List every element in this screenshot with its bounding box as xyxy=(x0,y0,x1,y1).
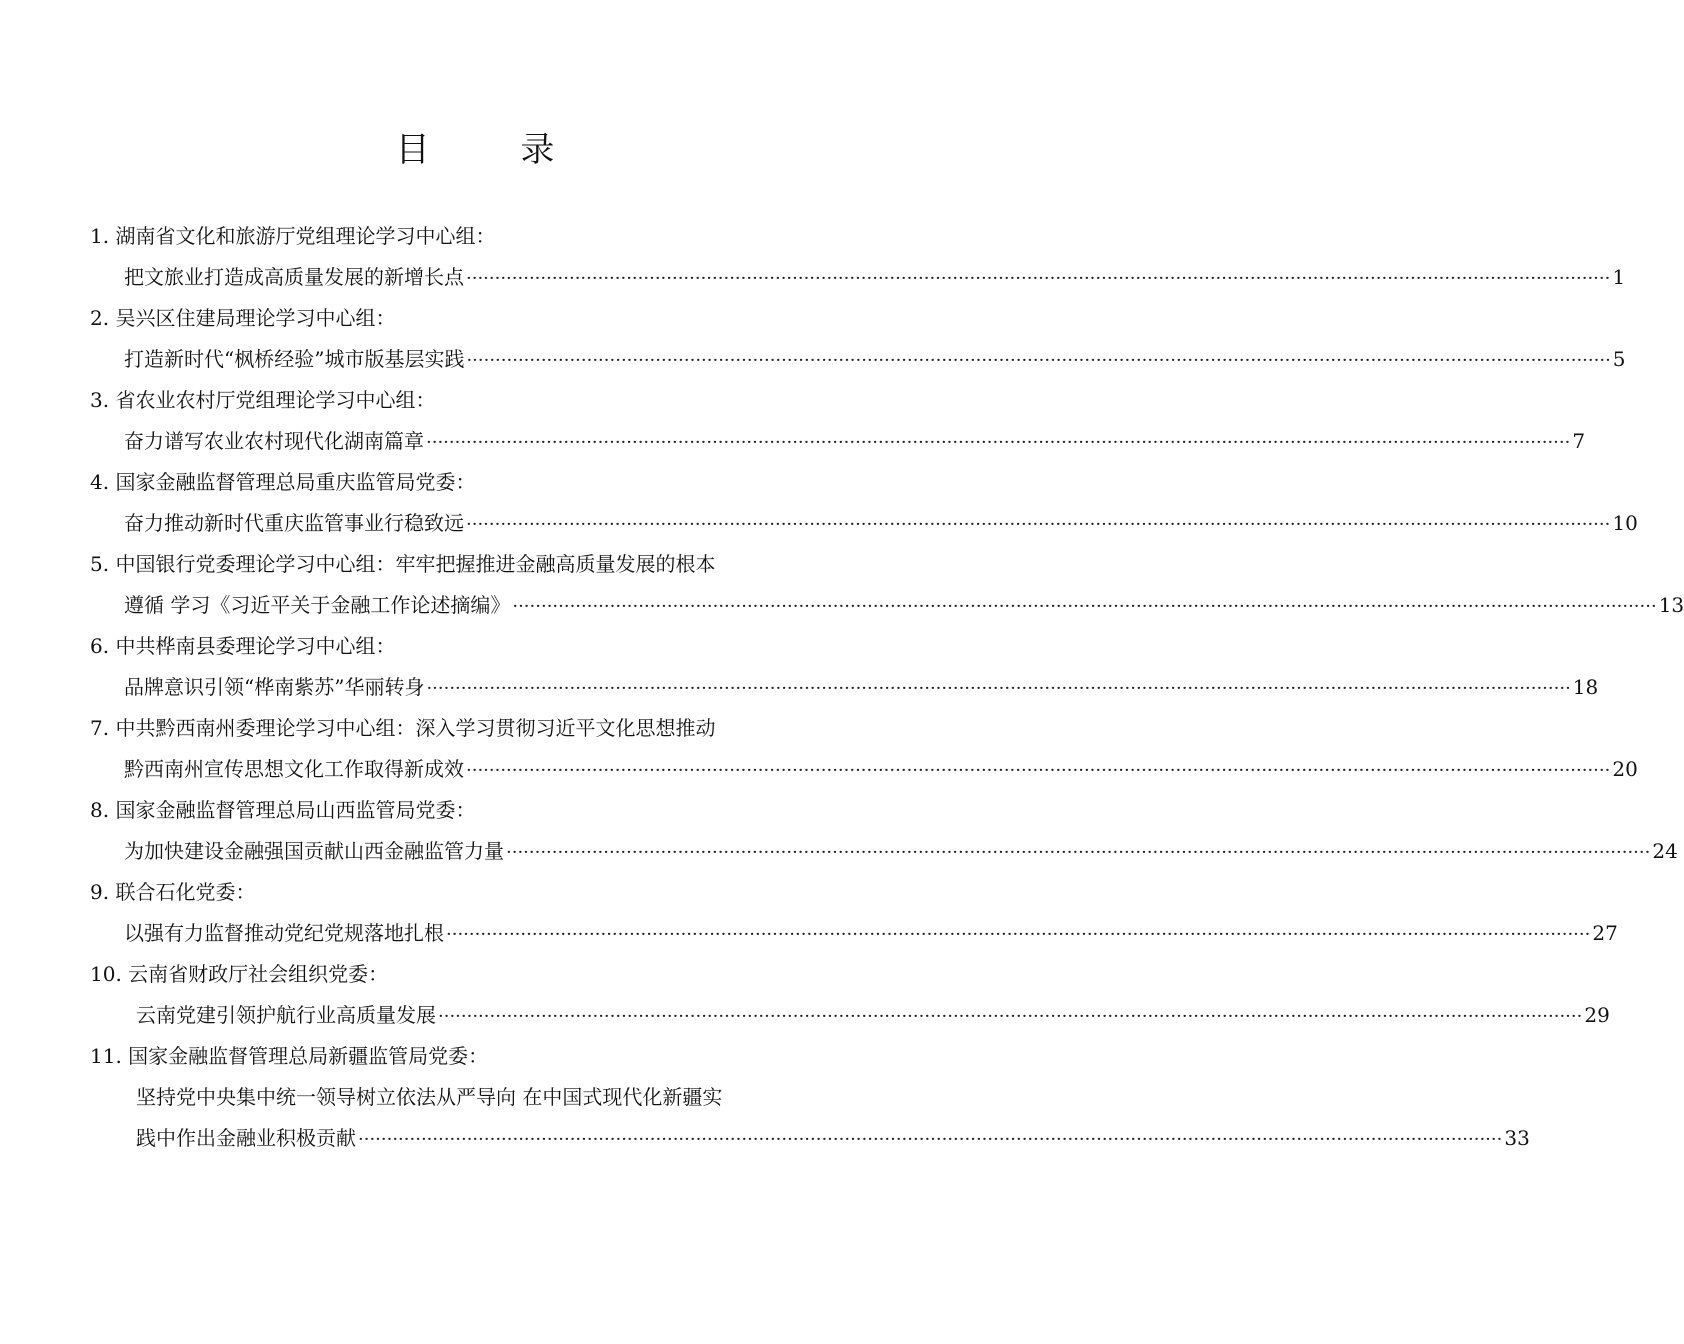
dot-leader: ········································································································································································································ xyxy=(466,760,1611,781)
dot-leader: ········································································································································································································ xyxy=(466,514,1611,535)
toc-entry-title: 把文旅业打造成高质量发展的新增长点 xyxy=(124,265,464,289)
toc-entry-title: 奋力谱写农业农村现代化湖南篇章 xyxy=(124,429,424,453)
toc-entry-page: 10 xyxy=(1612,511,1638,535)
toc-entry-11-title-line-2[interactable] xyxy=(136,1118,1530,1158)
toc-entry-heading: 省农业农村厅党组理论学习中心组： xyxy=(115,388,436,412)
toc-entry-number: 7. xyxy=(90,716,110,740)
dot-leader: ········································································································································································································ xyxy=(438,1006,1583,1027)
toc-entry-title: 遵循 学习《习近平关于金融工作论述摘编》 xyxy=(124,593,511,617)
toc-entry-page: 13 xyxy=(1658,593,1684,617)
toc-entry-11-heading-line[interactable] xyxy=(90,1036,488,1076)
toc-entry-6-heading-line[interactable] xyxy=(90,626,395,666)
toc-entry-heading: 国家金融监督管理总局山西监管局党委： xyxy=(115,798,476,822)
toc-entry-2-title-line[interactable] xyxy=(124,339,1626,379)
toc-entry-2-heading-line[interactable] xyxy=(90,298,395,338)
toc-entry-number: 9. xyxy=(90,880,110,904)
toc-entry-page: 27 xyxy=(1592,921,1618,945)
toc-entry-heading: 国家金融监督管理总局重庆监管局党委： xyxy=(115,470,476,494)
toc-entry-8-heading-line[interactable] xyxy=(90,790,475,830)
toc-entry-page: 20 xyxy=(1612,757,1638,781)
toc-entry-title: 以强有力监督推动党纪党规落地扎根 xyxy=(124,921,444,945)
dot-leader: ········································································································································································································ xyxy=(512,596,1657,617)
toc-entry-heading: 联合石化党委： xyxy=(115,880,256,904)
toc-entry-page: 29 xyxy=(1584,1003,1610,1027)
toc-entry-10-title-line[interactable] xyxy=(136,995,1610,1035)
toc-entry-title: 品牌意识引领“桦南紫苏”华丽转身 xyxy=(124,675,425,699)
dot-leader: ········································································································································································································ xyxy=(426,678,1571,699)
dot-leader: ········································································································································································································ xyxy=(466,350,1611,371)
toc-entry-1-heading-line[interactable] xyxy=(90,216,495,256)
dot-leader: ········································································································································································································ xyxy=(506,842,1651,863)
toc-entry-7-title-line[interactable] xyxy=(124,749,1638,789)
toc-entry-heading: 吴兴区住建局理论学习中心组： xyxy=(115,306,396,330)
toc-entry-page: 24 xyxy=(1652,839,1678,863)
toc-entry-heading: 中国银行党委理论学习中心组：牢牢把握推进金融高质量发展的根本 xyxy=(115,552,716,576)
toc-entry-title: 践中作出金融业积极贡献 xyxy=(136,1126,356,1150)
toc-entry-number: 10. xyxy=(90,962,122,986)
toc-entry-heading: 湖南省文化和旅游厅党组理论学习中心组： xyxy=(115,224,496,248)
toc-entry-number: 4. xyxy=(90,470,110,494)
toc-entry-page: 5 xyxy=(1612,347,1626,371)
toc-entry-6-title-line[interactable] xyxy=(124,667,1599,707)
toc-entry-8-title-line[interactable] xyxy=(124,831,1678,871)
toc-entry-number: 5. xyxy=(90,552,110,576)
toc-entry-3-title-line[interactable] xyxy=(124,421,1586,461)
toc-entry-title: 为加快建设金融强国贡献山西金融监管力量 xyxy=(124,839,504,863)
dot-leader: ········································································································································································································ xyxy=(358,1129,1503,1150)
toc-entry-7-heading-line[interactable] xyxy=(90,708,715,748)
toc-entry-3-heading-line[interactable] xyxy=(90,380,435,420)
toc-entry-5-heading-line[interactable] xyxy=(90,544,715,584)
toc-entry-number: 2. xyxy=(90,306,110,330)
toc-entry-5-title-line[interactable] xyxy=(124,585,1684,625)
toc-entry-heading: 中共黔西南州委理论学习中心组：深入学习贯彻习近平文化思想推动 xyxy=(115,716,716,740)
toc-entry-page: 7 xyxy=(1572,429,1586,453)
toc-entry-title: 打造新时代“枫桥经验”城市版基层实践 xyxy=(124,347,465,371)
toc-entry-heading: 云南省财政厅社会组织党委： xyxy=(128,962,389,986)
dot-leader: ········································································································································································································ xyxy=(446,924,1591,945)
toc-entry-number: 1. xyxy=(90,224,110,248)
dot-leader: ········································································································································································································ xyxy=(466,268,1611,289)
toc-entry-number: 3. xyxy=(90,388,110,412)
toc-entry-heading: 中共桦南县委理论学习中心组： xyxy=(115,634,396,658)
toc-entry-title: 坚持党中央集中统一领导树立依法从严导向 在中国式现代化新疆实 xyxy=(136,1085,723,1109)
toc-entry-10-heading-line[interactable] xyxy=(90,954,388,994)
toc-entry-title: 云南党建引领护航行业高质量发展 xyxy=(136,1003,436,1027)
toc-entry-9-title-line[interactable] xyxy=(124,913,1618,953)
toc-entry-1-title-line[interactable] xyxy=(124,257,1626,297)
toc-entry-number: 11. xyxy=(90,1044,122,1068)
toc-entry-page: 18 xyxy=(1572,675,1599,699)
toc-entry-9-heading-line[interactable] xyxy=(90,872,255,912)
toc-entry-heading: 国家金融监督管理总局新疆监管局党委： xyxy=(128,1044,489,1068)
toc-entry-title: 奋力推动新时代重庆监管事业行稳致远 xyxy=(124,511,464,535)
toc-entry-page: 33 xyxy=(1504,1126,1530,1150)
toc-entry-4-title-line[interactable] xyxy=(124,503,1638,543)
toc-entry-4-heading-line[interactable] xyxy=(90,462,475,502)
dot-leader: ········································································································································································································ xyxy=(426,432,1571,453)
toc-entry-title: 黔西南州宣传思想文化工作取得新成效 xyxy=(124,757,464,781)
toc-entry-number: 8. xyxy=(90,798,110,822)
toc-entry-page: 1 xyxy=(1612,265,1626,289)
page-title: 目 录 xyxy=(395,130,595,170)
toc-entry-number: 6. xyxy=(90,634,110,658)
toc-entry-11-title-line-1[interactable] xyxy=(136,1077,722,1117)
